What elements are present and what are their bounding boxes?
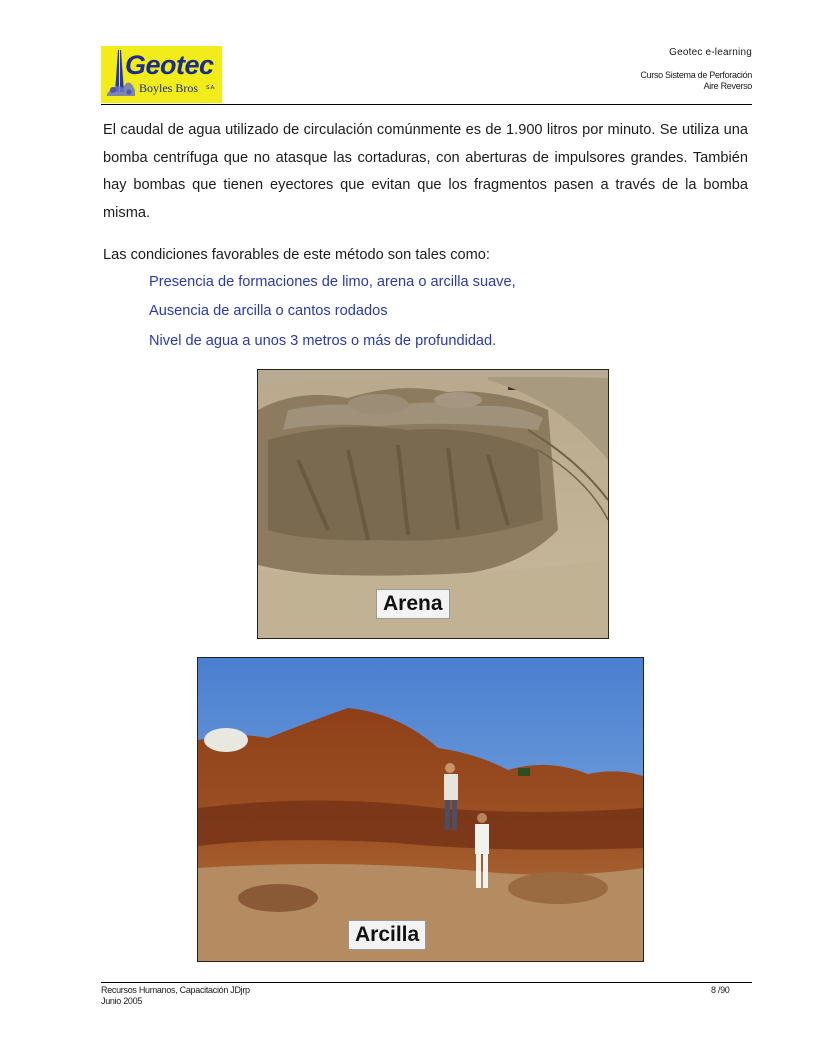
header-course: Curso Sistema de Perforación — [640, 70, 752, 80]
footer-department: Recursos Humanos, Capacitación JDjrp — [101, 985, 250, 995]
logo-subtitle: Boyles Bros — [139, 81, 199, 95]
header-subtitle: Aire Reverso — [703, 81, 752, 91]
condition-item: Presencia de formaciones de limo, arena o arcilla suave, — [149, 274, 516, 290]
conditions-intro: Las condiciones favorables de este método son tales como: — [103, 247, 490, 263]
condition-item: Nivel de agua a unos 3 metros o más de profundidad. — [149, 333, 497, 349]
photo-arena — [257, 369, 609, 639]
arcilla-image — [198, 658, 643, 961]
company-logo — [101, 46, 222, 103]
arcilla-label: Arcilla — [348, 920, 426, 950]
footer-date: Junio 2005 — [101, 996, 143, 1006]
body-paragraph: El caudal de agua utilizado de circulación comúnmente es de 1.900 litros por minuto. Se utiliza una bomba centrífuga que no atasque las cortaduras, con aberturas de impulsores grandes. También hay bombas que tienen eyectores que evitan que los fragmentos pasen a través de la bomba misma. — [103, 122, 748, 221]
footer-credits — [101, 985, 250, 1007]
logo-wordmark: Geotec — [125, 50, 214, 80]
header-title: Geotec e-learning — [669, 47, 752, 58]
photo-arcilla — [197, 657, 644, 962]
logo-suffix: S.A. — [206, 85, 216, 91]
header-info — [640, 47, 752, 92]
footer-divider — [101, 982, 752, 983]
page-number: 8 /90 — [711, 985, 730, 995]
arena-label: Arena — [376, 589, 450, 619]
condition-item: Ausencia de arcilla o cantos rodados — [149, 303, 388, 319]
header-divider — [101, 104, 752, 105]
